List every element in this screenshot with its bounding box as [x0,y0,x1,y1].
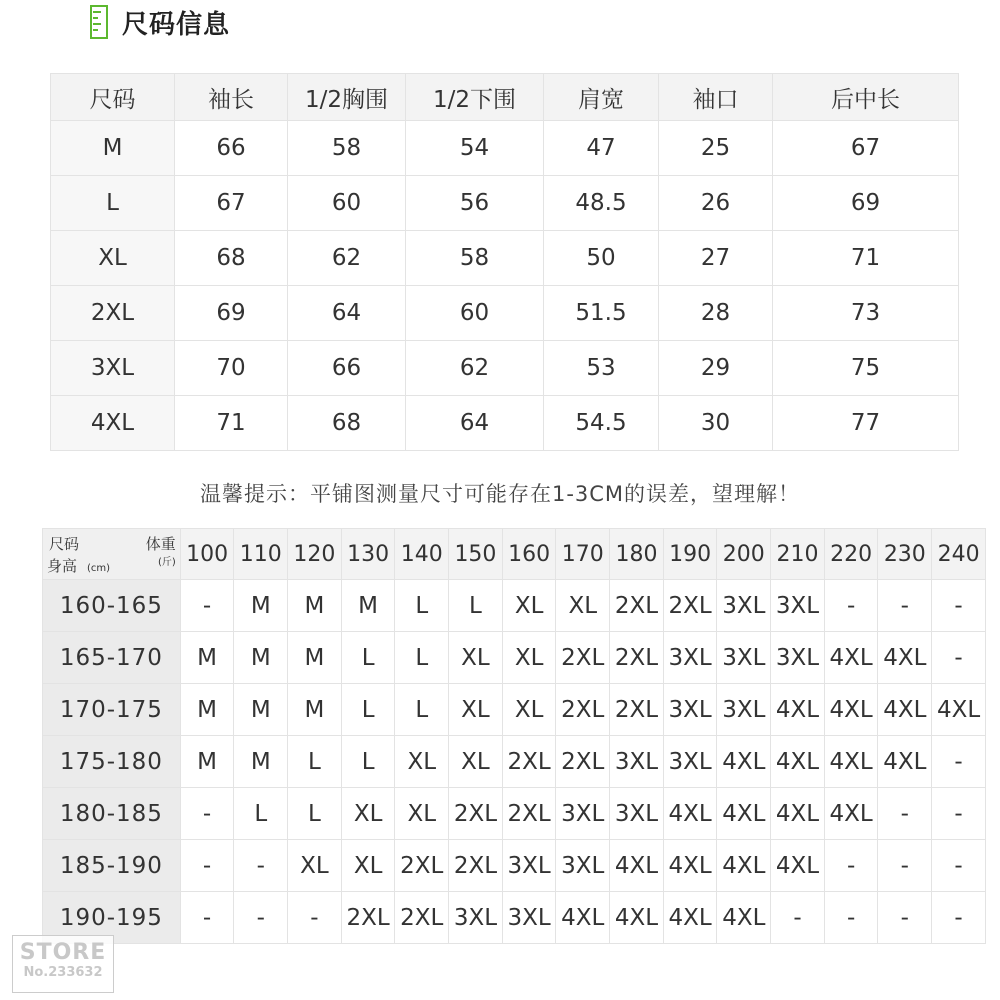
recommended-size-cell: XL [449,684,503,736]
section-header [90,2,230,42]
recommended-size-cell: 3XL [556,788,610,840]
measurement-cell: 50 [544,231,659,286]
recommended-size-cell: 2XL [449,840,503,892]
recommended-size-cell: - [180,788,234,840]
height-range-cell: 190-195 [43,892,181,944]
weight-header-cell: 180 [610,529,664,580]
recommended-size-cell: L [341,632,395,684]
recommended-size-cell: 4XL [878,632,932,684]
weight-header-cell: 200 [717,529,771,580]
measurement-cell: 68 [175,231,288,286]
measurement-cell: 26 [659,176,773,231]
recommended-size-cell: - [878,580,932,632]
measurement-cell: 64 [288,286,406,341]
recommended-size-cell: 2XL [610,632,664,684]
recommended-size-cell: 4XL [610,840,664,892]
recommended-size-cell: 3XL [663,736,717,788]
recommended-size-cell: M [234,580,288,632]
recommended-size-cell: - [932,632,986,684]
recommended-size-cell: 4XL [717,788,771,840]
recommended-size-cell: 3XL [717,632,771,684]
recommended-size-cell: 4XL [717,840,771,892]
recommended-size-cell: 4XL [771,736,825,788]
weight-header-cell: 140 [395,529,449,580]
recommended-size-cell: XL [341,840,395,892]
column-header: 1/2下围 [406,74,544,121]
recommended-size-cell: 3XL [663,684,717,736]
column-header: 后中长 [773,74,959,121]
recommended-size-cell: XL [556,580,610,632]
table-row [51,396,959,451]
recommended-size-cell: - [180,580,234,632]
measurement-cell: 29 [659,341,773,396]
column-header: 袖长 [175,74,288,121]
measurement-cell: 60 [406,286,544,341]
table-row [43,788,986,840]
recommended-size-cell: 2XL [556,684,610,736]
measurement-cell: 69 [175,286,288,341]
recommended-size-cell: M [234,736,288,788]
watermark-store-text: STORE [19,940,107,965]
measurement-cell: 56 [406,176,544,231]
recommended-size-cell: XL [395,736,449,788]
weight-header-cell: 160 [502,529,556,580]
corner-weight-label: 体重 [145,535,176,553]
store-watermark [12,935,114,993]
recommended-size-cell: 2XL [449,788,503,840]
ruler-icon [90,5,108,39]
corner-size-label: 尺码 [49,535,80,553]
measurement-cell: 53 [544,341,659,396]
recommended-size-cell: 4XL [932,684,986,736]
measurement-cell: 58 [288,121,406,176]
recommended-size-cell: XL [341,788,395,840]
recommended-size-cell: M [180,684,234,736]
weight-header-cell: 190 [663,529,717,580]
weight-header-cell: 170 [556,529,610,580]
recommended-size-cell: 4XL [824,788,878,840]
recommended-size-cell: M [180,632,234,684]
recommended-size-cell: M [288,684,342,736]
recommended-size-cell: 3XL [663,632,717,684]
recommended-size-cell: 2XL [610,684,664,736]
measurement-cell: 77 [773,396,959,451]
measurement-cell: 60 [288,176,406,231]
recommended-size-cell: 3XL [717,684,771,736]
weight-header-cell: 230 [878,529,932,580]
recommended-size-cell: M [180,736,234,788]
recommended-size-cell: 2XL [395,892,449,944]
measurement-cell: 62 [288,231,406,286]
recommended-size-cell: L [449,580,503,632]
recommended-size-cell: 3XL [771,580,825,632]
measurement-cell: 64 [406,396,544,451]
recommended-size-cell: 3XL [610,788,664,840]
table-row [43,892,986,944]
recommended-size-cell: 4XL [610,892,664,944]
recommended-size-cell: - [234,892,288,944]
recommended-size-cell: XL [502,580,556,632]
recommended-size-cell: L [288,788,342,840]
size-label-cell: 3XL [51,341,175,396]
table-row [43,684,986,736]
height-range-cell: 185-190 [43,840,181,892]
watermark-store-number: No.233632 [23,965,103,980]
measurement-cell: 47 [544,121,659,176]
measurement-cell: 68 [288,396,406,451]
recommended-size-cell: XL [502,632,556,684]
height-range-cell: 165-170 [43,632,181,684]
weight-header-cell: 100 [180,529,234,580]
recommended-size-cell: - [771,892,825,944]
measurement-cell: 27 [659,231,773,286]
table-row [51,176,959,231]
recommended-size-cell: XL [288,840,342,892]
recommended-size-cell: L [395,684,449,736]
recommended-size-cell: 2XL [556,736,610,788]
table-row [51,286,959,341]
recommended-size-cell: M [341,580,395,632]
recommended-size-cell: - [932,580,986,632]
size-recommendation-table [42,528,986,944]
measurement-cell: 71 [175,396,288,451]
column-header: 袖口 [659,74,773,121]
measurement-cell: 62 [406,341,544,396]
recommended-size-cell: 3XL [502,840,556,892]
size-label-cell: 4XL [51,396,175,451]
size-label-cell: 2XL [51,286,175,341]
size-label-cell: M [51,121,175,176]
recommended-size-cell: XL [502,684,556,736]
recommended-size-cell: 2XL [556,632,610,684]
recommended-size-cell: 4XL [878,684,932,736]
recommended-size-cell: XL [449,736,503,788]
recommended-size-cell: 4XL [717,892,771,944]
measurement-cell: 25 [659,121,773,176]
recommended-size-cell: L [234,788,288,840]
size-chart-table [50,73,959,451]
recommended-size-cell: 4XL [824,684,878,736]
recommended-size-cell: 4XL [771,788,825,840]
corner-height-unit: (cm) [87,563,111,574]
measurement-cell: 75 [773,341,959,396]
measurement-cell: 70 [175,341,288,396]
measurement-tip: 温馨提示：平铺图测量尺寸可能存在1-3CM的误差，望理解！ [199,482,801,506]
recommended-size-cell: 3XL [717,580,771,632]
recommended-size-cell: - [932,840,986,892]
recommended-size-cell: 3XL [610,736,664,788]
measurement-cell: 67 [175,176,288,231]
column-header: 1/2胸围 [288,74,406,121]
measurement-cell: 54.5 [544,396,659,451]
recommended-size-cell: - [878,788,932,840]
height-range-cell: 160-165 [43,580,181,632]
recommended-size-cell: 2XL [502,788,556,840]
recommended-size-cell: 4XL [556,892,610,944]
weight-header-cell: 150 [449,529,503,580]
recommended-size-cell: - [824,840,878,892]
recommended-size-cell: 3XL [771,632,825,684]
table-row [43,580,986,632]
recommended-size-cell: L [341,736,395,788]
recommended-size-cell: - [932,788,986,840]
recommended-size-cell: L [395,580,449,632]
measurement-cell: 51.5 [544,286,659,341]
recommended-size-cell: M [288,580,342,632]
recommended-size-cell: 4XL [663,788,717,840]
recommended-size-cell: 3XL [556,840,610,892]
recommended-size-cell: 4XL [771,684,825,736]
recommended-size-cell: - [932,892,986,944]
table-row [43,632,986,684]
weight-header-cell: 110 [234,529,288,580]
recommended-size-cell: 2XL [341,892,395,944]
measurement-cell: 28 [659,286,773,341]
recommended-size-cell: 2XL [502,736,556,788]
recommended-size-cell: - [878,892,932,944]
measurement-cell: 54 [406,121,544,176]
measurement-cell: 67 [773,121,959,176]
measurement-cell: 66 [288,341,406,396]
recommended-size-cell: 4XL [878,736,932,788]
measurement-cell: 71 [773,231,959,286]
recommended-size-cell: 4XL [771,840,825,892]
size-table-header-row [51,74,959,121]
height-range-cell: 175-180 [43,736,181,788]
height-range-cell: 170-175 [43,684,181,736]
page-title: 尺码信息 [122,9,231,40]
recommended-size-cell: 2XL [395,840,449,892]
recommended-size-cell: M [234,632,288,684]
measurement-cell: 73 [773,286,959,341]
weight-header-cell: 220 [824,529,878,580]
corner-weight-unit: (斤) [157,557,176,568]
recommended-size-cell: L [395,632,449,684]
recommended-size-cell: 4XL [663,892,717,944]
height-range-cell: 180-185 [43,788,181,840]
table-row [43,736,986,788]
size-label-cell: L [51,176,175,231]
recommended-size-cell: 4XL [663,840,717,892]
recommended-size-cell: - [932,736,986,788]
recommended-size-cell: XL [395,788,449,840]
recommended-size-cell: 3XL [502,892,556,944]
recommended-size-cell: - [288,892,342,944]
recommended-size-cell: 3XL [449,892,503,944]
table-row [51,231,959,286]
column-header: 肩宽 [544,74,659,121]
column-header: 尺码 [51,74,175,121]
recommended-size-cell: 2XL [610,580,664,632]
recommended-size-cell: - [234,840,288,892]
recommended-size-cell: 4XL [717,736,771,788]
weight-header-cell: 120 [288,529,342,580]
recommended-size-cell: 4XL [824,736,878,788]
table-row [43,840,986,892]
recommended-size-cell: M [234,684,288,736]
measurement-cell: 66 [175,121,288,176]
measurement-cell: 58 [406,231,544,286]
measurement-cell: 48.5 [544,176,659,231]
size-label-cell: XL [51,231,175,286]
recommended-size-cell: L [288,736,342,788]
recommended-size-cell: M [288,632,342,684]
corner-header-cell [43,529,181,580]
recommended-size-cell: XL [449,632,503,684]
recommended-size-cell: - [180,840,234,892]
recommended-size-cell: - [824,580,878,632]
recommended-size-cell: 2XL [663,580,717,632]
weight-header-cell: 210 [771,529,825,580]
recommended-size-cell: - [878,840,932,892]
recommended-size-cell: - [824,892,878,944]
table-row [51,121,959,176]
measurement-cell: 30 [659,396,773,451]
recommended-size-cell: - [180,892,234,944]
table-row [51,341,959,396]
weight-header-cell: 240 [932,529,986,580]
recommended-size-cell: 4XL [824,632,878,684]
recommended-size-cell: L [341,684,395,736]
weight-header-cell: 130 [341,529,395,580]
weight-header-row [43,529,986,580]
corner-height-label: 身高 [47,557,78,575]
measurement-cell: 69 [773,176,959,231]
